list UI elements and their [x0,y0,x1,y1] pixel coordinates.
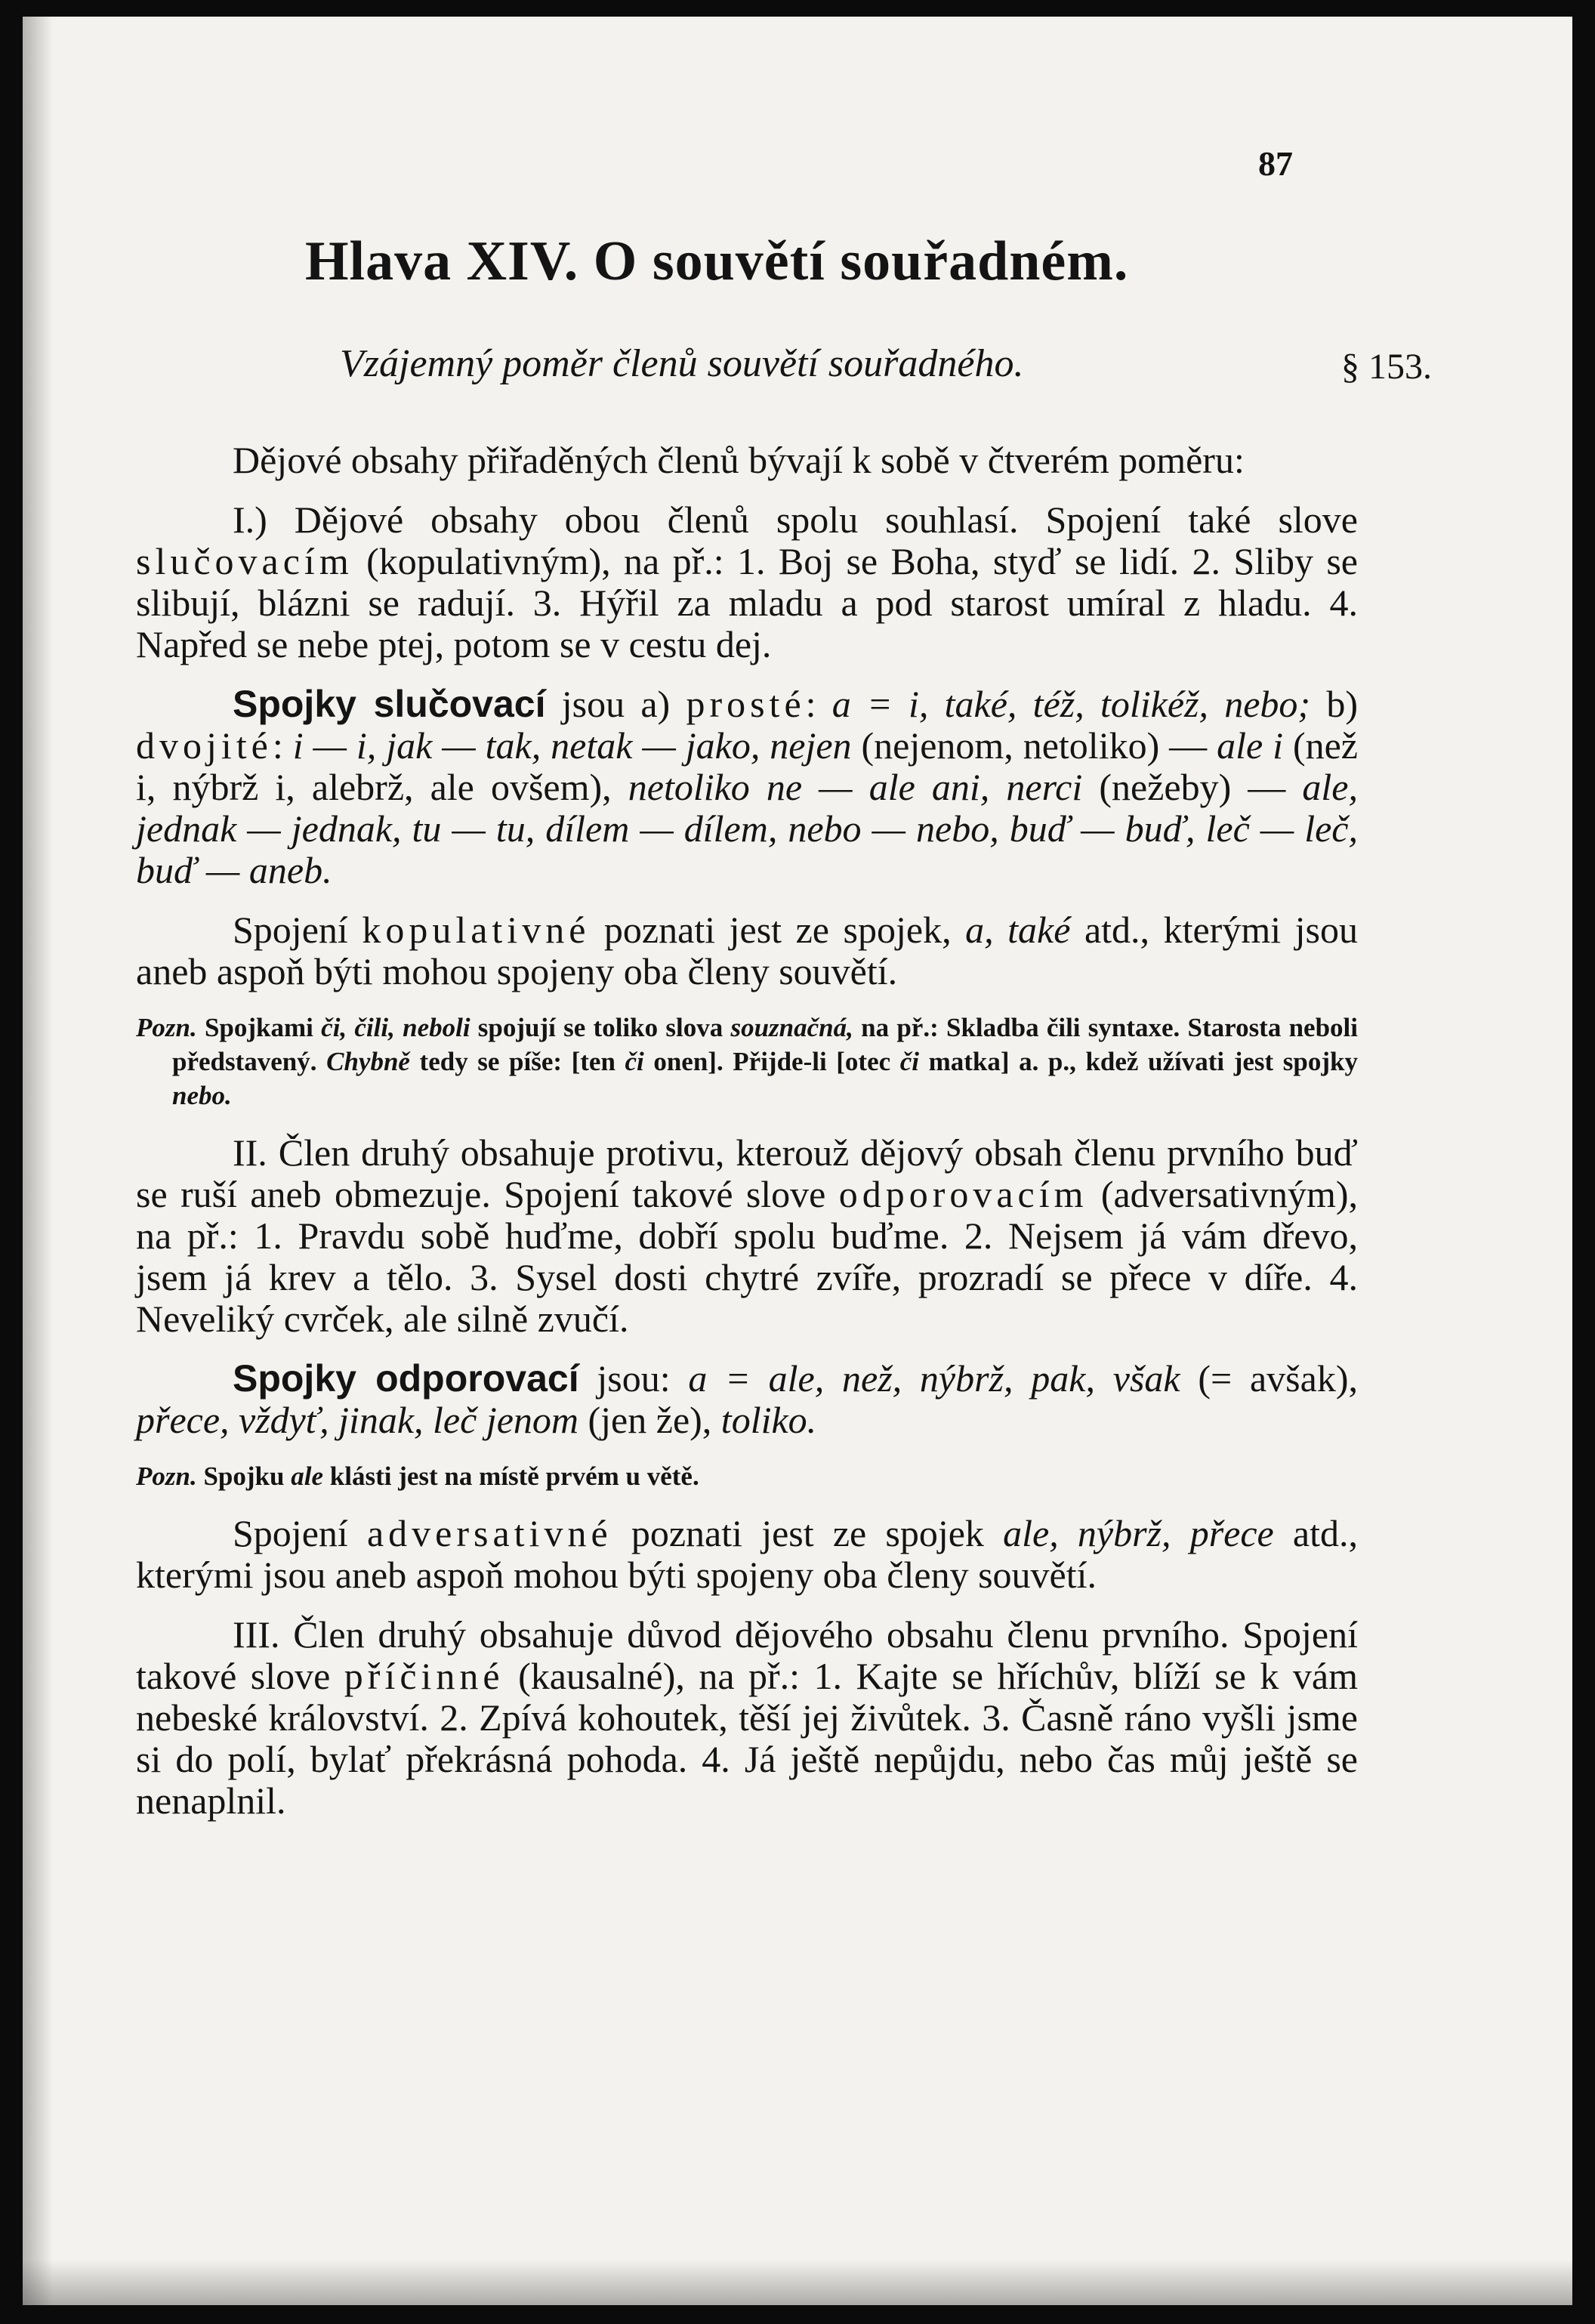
heading-spojky-odporovaci: Spojky odporovací [233,1357,579,1400]
note-label: Pozn. [136,1013,197,1042]
body-text [136,440,1358,1840]
term-odporovaci: odporovacím [838,1173,1088,1215]
chapter-title: Hlava XIV. O souvětí souřadném. [305,230,1129,292]
note-synonyms: Pozn. Spojkami či, čili, neboli spojují se toliko slova souznačná, na př.: Skladba čili syntaxe. Starosta neboli představený. Chybně tedy se píše: [ten či onen]. Přijde-li [otec či matka] a. p., kdež užívati jest spojky nebo. [136,1013,1358,1110]
term-pricinne: příčinné [344,1655,504,1697]
paragraph-causal: III. Člen druhý obsahuje důvod dějového obsahu členu prvního. Spojení takové slove příčinné (kausalné), na př.: 1. Kajte se hříchův, blíží se k vám nebeské království. 2. Zpívá kohoutek, těší jej živůtek. 3. Časně ráno vyšli jsme si do polí, bylať překrásná pohoda. 4. Já ještě nepůjdu, nebo čas můj ještě se nenaplnil. [136,1613,1358,1822]
paragraph-adversative: II. Člen druhý obsahuje protivu, kterouž dějový obsah členu prvního buď se ruší aneb obmezuje. Spojení takové slove odporovacím (adversativným), na př.: 1. Pravdu sobě huďme, dobří spolu buďme. 2. Nejsem já vám dřevo, jsem já krev a tělo. 3. Sysel dosti chytré zvíře, prozradí se přece v díře. 4. Neveliký cvrček, ale silně zvučí. [136,1131,1358,1340]
paragraph-copulative: I.) Dějové obsahy obou členů spolu souhlasí. Spojení také slove slučovacím (kopulativným), na př.: 1. Boj se Boha, styď se lidí. 2. Sliby se slibují, blázni se radují. 3. Hýřil za mladu a pod starost umíral z hladu. 4. Napřed se nebe ptej, potom se v cestu dej. [136,498,1358,665]
note-label: Pozn. [136,1461,197,1491]
note-ale: Pozn. Spojku ale klásti jest na místě prvém u větě. [136,1461,699,1491]
paragraph-copulative-conjunctions: Spojky slučovací jsou a) prosté: a = i, také, též, tolikéž, nebo; b) dvojité: i — i, jak — tak, netak — jako, nejen (nejenom, netoliko) — ale i (než i, nýbrž i, alebrž, ale ovšem), netoliko ne — ale ani, nerci (nežeby) — ale, jednak — jednak, tu — tu, dílem — dílem, nebo — nebo, buď — buď, leč — leč, buď — aneb. [136,683,1358,891]
page-number: 87 [1258,144,1293,183]
book-page [23,17,1572,2305]
section-title: Vzájemný poměr členů souvětí souřadného. [340,342,1024,385]
paragraph-adversative-conjunctions: Spojky odporovací jsou: a = ale, než, nýbrž, pak, však (= avšak), přece, vždyť, jinak, leč jenom (jen že), toliko. [136,1357,1358,1441]
paragraph-adversative-recognition: Spojení adversativné poznati jest ze spojek ale, nýbrž, přece atd., kterými jsou aneb aspoň mohou býti spojeny oba členy souvětí. [136,1512,1359,1596]
section-mark: § 153. [1341,347,1432,387]
term-slucovaci: slučovacím [136,540,353,582]
paragraph-copulative-recognition: Spojení kopulativné poznati jest ze spojek, a, také atd., kterými jsou aneb aspoň býti mohou spojeny oba členy souvětí. [136,909,1359,992]
paragraph-intro: Dějové obsahy přiřaděných členů bývají k sobě v čtverém poměru: [233,439,1245,481]
heading-spojky-slucovaci: Spojky slučovací [233,683,546,725]
